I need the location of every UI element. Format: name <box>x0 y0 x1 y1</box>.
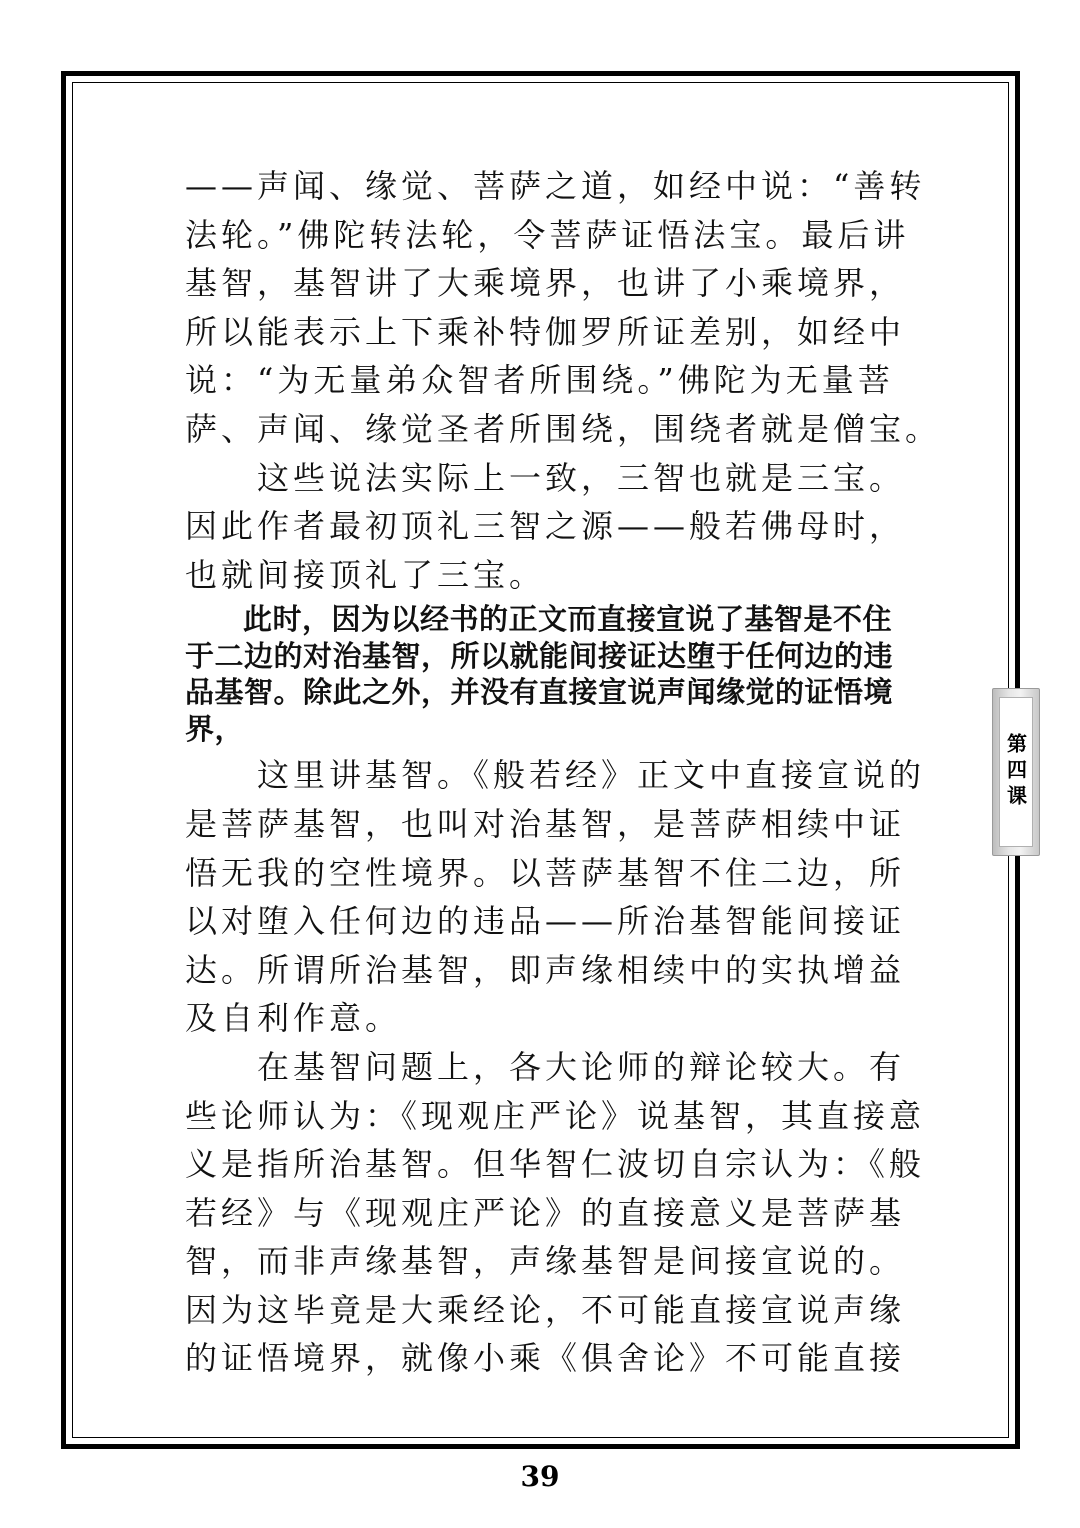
text-line: 若经》与《现观庄严论》的直接意义是菩萨基 <box>185 1193 906 1232</box>
text-line: 达。所谓所治基智，即声缘相续中的实执增益 <box>185 950 906 989</box>
text-line: 这些说法实际上一致，三智也就是三宝。 <box>257 458 906 497</box>
body-text <box>185 162 942 1383</box>
chapter-tab-label: 第四课 <box>1003 733 1028 811</box>
text-line: 是菩萨基智，也叫对治基智，是菩萨相续中证 <box>185 804 906 843</box>
chapter-tab-inner <box>999 697 1033 847</box>
text-line: 也就间接顶礼了三宝。 <box>185 555 546 594</box>
text-line: 的证悟境界，就像小乘《俱舍论》不可能直接 <box>185 1339 906 1378</box>
text-line: 在基智问题上，各大论师的辩论较大。有 <box>257 1047 906 1086</box>
text-line: 智，而非声缘基智，声缘基智是间接宣说的。 <box>185 1242 906 1281</box>
quote-line: 品基智。除此之外，并没有直接宣说声闻缘觉的证悟境 <box>185 675 894 710</box>
text-line: 些论师认为：《现观庄严论》说基智，其直接意 <box>185 1096 926 1135</box>
text-line: 及自利作意。 <box>185 999 402 1038</box>
text-line: 以对堕入任何边的违品——所治基智能间接证 <box>185 902 906 941</box>
text-line: 法轮。”佛陀转法轮，令菩萨证悟法宝。最后讲 <box>185 215 910 254</box>
text-line: 因此作者最初顶礼三智之源——般若佛母时， <box>185 507 906 546</box>
text-line: 说：“为无量弟众智者所围绕。”佛陀为无量菩 <box>185 361 894 400</box>
text-line: 所以能表示上下乘补特伽罗所证差别，如经中 <box>185 312 906 351</box>
paragraph-4 <box>185 1043 926 1383</box>
paragraph-3 <box>185 751 926 1043</box>
paragraph-1 <box>185 162 942 454</box>
quote-line: 此时，因为以经书的正文而直接宣说了基智是不住 <box>243 602 893 637</box>
text-line: 这里讲基智。《般若经》正文中直接宣说的 <box>257 756 926 795</box>
chapter-tab <box>992 688 1040 856</box>
page-number: 39 <box>520 1460 560 1493</box>
text-line: 义是指所治基智。但华智仁波切自宗认为：《般 <box>185 1145 926 1184</box>
text-line: 萨、声闻、缘觉圣者所围绕，围绕者就是僧宝。 <box>185 409 942 448</box>
text-line: 基智，基智讲了大乘境界，也讲了小乘境界， <box>185 264 906 303</box>
quote-line: 界， <box>185 711 245 746</box>
quote-line: 于二边的对治基智，所以就能间接证达堕于任何边的违 <box>185 638 894 673</box>
text-line: 悟无我的空性境界。以菩萨基智不住二边，所 <box>185 853 906 892</box>
text-line: ——声闻、缘觉、菩萨之道，如经中说：“善转 <box>185 167 926 205</box>
paragraph-2 <box>185 454 911 600</box>
root-text-quote <box>185 601 911 747</box>
text-line: 因为这毕竟是大乘经论，不可能直接宣说声缘 <box>185 1290 906 1329</box>
